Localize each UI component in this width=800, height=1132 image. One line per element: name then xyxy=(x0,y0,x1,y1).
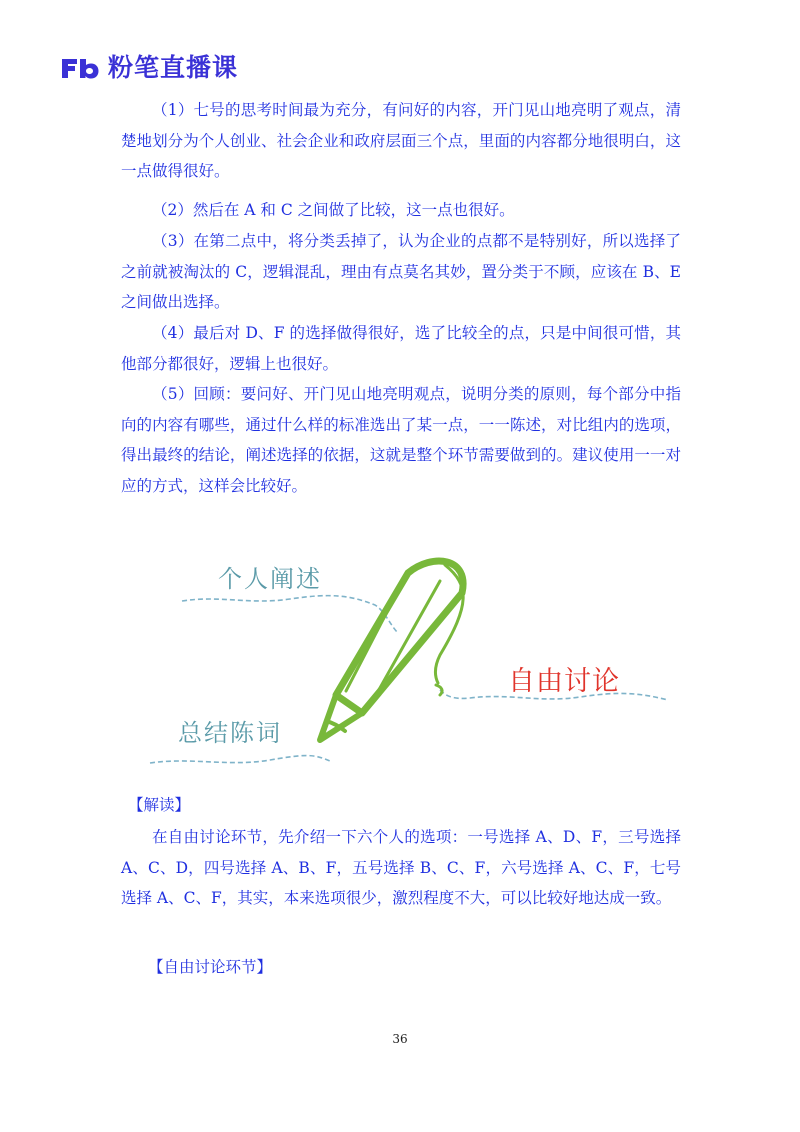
interpretation-body: 在自由讨论环节，先介绍一下六个人的选项：一号选择 A、D、F，三号选择 A、C、D，四号选择 A、B、F，五号选择 B、C、F，六号选择 A、C、F，七号选择 A、C、F，其实，本来选项很少，激烈程度不大，可以比较好地达成一致。 xyxy=(121,828,681,907)
label-closing-statement: 总结陈词 xyxy=(178,719,282,747)
logo-text: 粉笔直播课 xyxy=(108,53,239,82)
label-free-discussion: 自由讨论 xyxy=(508,666,620,697)
paragraph-3: （3）在第二点中，将分类丢掉了，认为企业的点都不是特别好，所以选择了之前就被淘汰的 C，逻辑混乱，理由有点莫名其妙，置分类于不顾，应该在 B、E 之间做出选择。 xyxy=(121,232,681,311)
fb-logo-icon xyxy=(60,56,100,80)
discussion-stages-figure xyxy=(140,545,680,775)
section-heading-free-discussion: 【自由讨论环节】 xyxy=(148,958,273,976)
paragraph-1: （1）七号的思考时间最为充分，有问好的内容，开门见山地亮明了观点，清楚地划分为个人创业、社会企业和政府层面三个点，里面的内容都分地很明白，这一点做得很好。 xyxy=(121,101,681,180)
wave-line-top xyxy=(182,596,398,633)
wave-line-bottom xyxy=(150,756,330,763)
page-number: 36 xyxy=(392,1032,408,1046)
paragraph-2: （2）然后在 A 和 C 之间做了比较，这一点也很好。 xyxy=(152,201,515,219)
brand-logo xyxy=(60,52,238,84)
pen-icon xyxy=(320,561,463,740)
paragraph-5: （5）回顾：要问好、开门见山地亮明观点，说明分类的原则，每个部分中指向的内容有哪些，通过什么样的标准选出了某一点，一一陈述，对比组内的选项，得出最终的结论，阐述选择的依据，这就是整个环节需要做到的。建议使用一一对应的方式，这样会比较好。 xyxy=(121,385,681,495)
paragraph-4: （4）最后对 D、F 的选择做得很好，选了比较全的点，只是中间很可惜，其他部分都很好，逻辑上也很好。 xyxy=(121,324,681,373)
label-personal-statement: 个人阐述 xyxy=(218,565,322,593)
section-heading-interpretation: 【解读】 xyxy=(128,796,191,814)
